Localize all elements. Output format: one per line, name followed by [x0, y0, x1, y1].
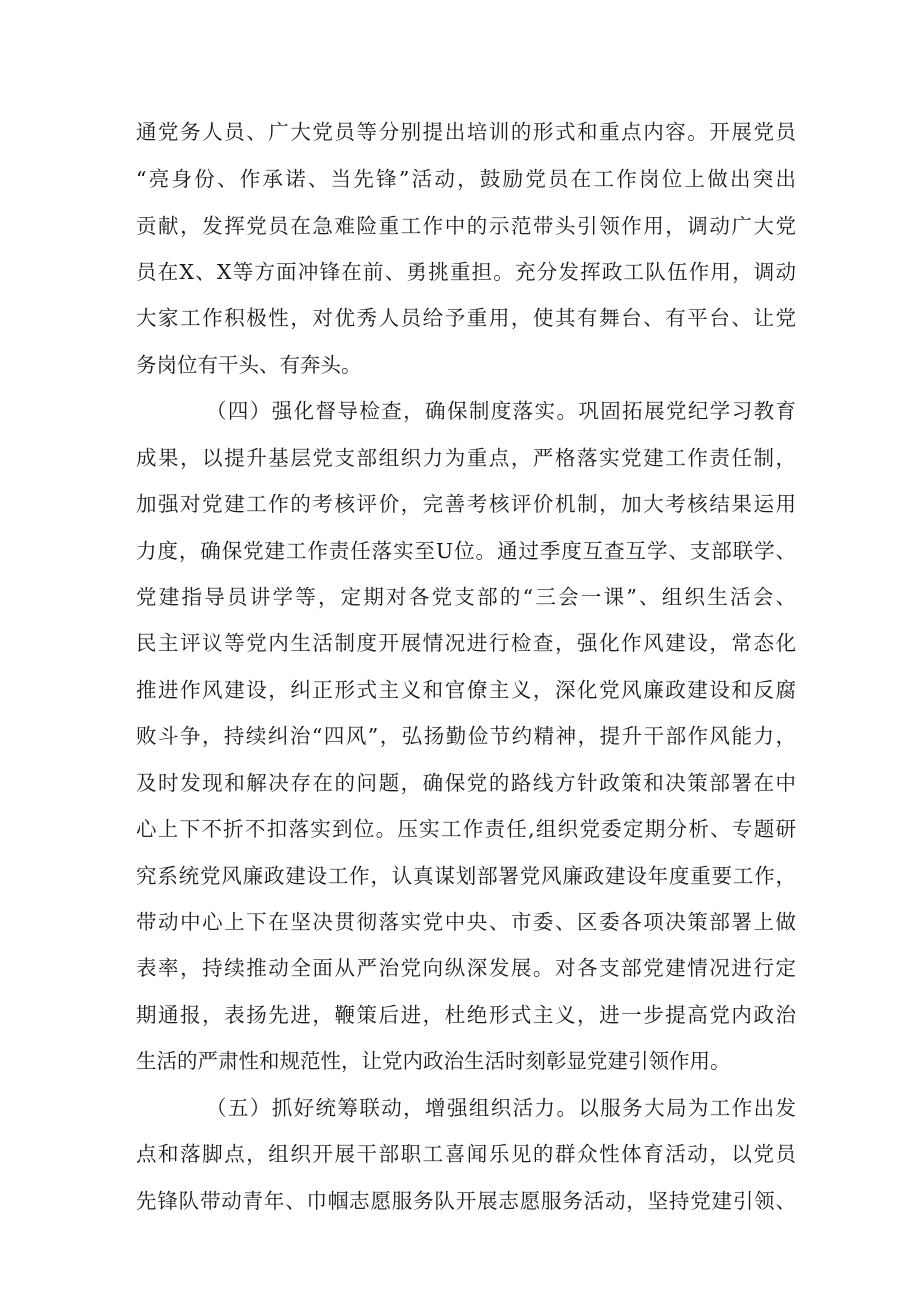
- text-line: 员在X、X等方面冲锋在前、勇挑重担。充分发挥政工队伍作用，调动: [136, 260, 796, 284]
- text-line: 力度，确保党建工作责任落实至U位。通过季度互查互学、支部联学、: [136, 539, 796, 563]
- text-line: 期通报，表扬先进，鞭策后进，杜绝形式主义，进一步提高党内政治: [136, 1003, 796, 1027]
- text-line: 点和落脚点，组织开展干部职工喜闻乐见的群众性体育活动，以党员: [136, 1142, 796, 1166]
- text-line: 先锋队带动青年、巾帼志愿服务队开展志愿服务活动，坚持党建引领、: [136, 1189, 796, 1213]
- text-line: 加强对党建工作的考核评价，完善考核评价机制，加大考核结果运用: [136, 492, 796, 516]
- text-line: 民主评议等党内生活制度开展情况进行检查，强化作风建设，常态化: [136, 631, 796, 655]
- text-line: 败斗争，持续纠治“四风”，弘扬勤俭节约精神，提升干部作风能力，: [136, 724, 796, 748]
- text-line: 推进作风建设，纠正形式主义和官僚主义，深化党风廉政建设和反腐: [136, 678, 796, 702]
- text-line: 大家工作积极性，对优秀人员给予重用，使其有舞台、有平台、让党: [136, 306, 796, 330]
- text-line: 生活的严肃性和规范性，让党内政治生活时刻彰显党建引领作用。: [136, 1049, 731, 1073]
- text-line: 心上下不折不扣落实到位。压实工作责任,组织党委定期分析、专题研: [136, 817, 796, 841]
- section-heading-line: （五）抓好统筹联动，增强组织活力。以服务大局为工作出发: [206, 1096, 796, 1120]
- text-line: 务岗位有干头、有奔头。: [136, 353, 362, 377]
- text-line: 通党务人员、广大党员等分别提出培训的形式和重点内容。开展党员: [136, 120, 796, 144]
- text-line: 贡献，发挥党员在急难险重工作中的示范带头引领作用，调动广大党: [136, 214, 796, 238]
- text-line: 究系统党风廉政建设工作，认真谋划部署党风廉政建设年度重要工作，: [136, 864, 796, 888]
- text-line: 表率，持续推动全面从严治党向纵深发展。对各支部党建情况进行定: [136, 956, 796, 980]
- text-line: 带动中心上下在坚决贯彻落实党中央、市委、区委各项决策部署上做: [136, 910, 796, 934]
- text-line: 党建指导员讲学等，定期对各党支部的“三会一课”、组织生活会、: [136, 585, 796, 609]
- text-line: 成果，以提升基层党支部组织力为重点，严格落实党建工作责任制，: [136, 446, 796, 470]
- section-heading-line: （四）强化督导检查，确保制度落实。巩固拓展党纪学习教育: [206, 399, 796, 423]
- text-line: 及时发现和解决存在的问题，确保党的路线方针政策和决策部署在中: [136, 771, 796, 795]
- text-line: “亮身份、作承诺、当先锋”活动，鼓励党员在工作岗位上做出突出: [136, 167, 796, 191]
